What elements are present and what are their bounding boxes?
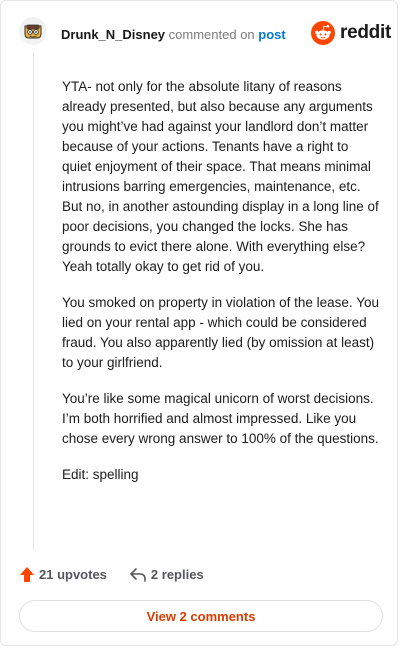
upvote-count: 21 upvotes <box>39 567 107 582</box>
replies-count: 2 replies <box>150 567 204 582</box>
reply-arrow-icon <box>129 567 147 583</box>
reddit-logo[interactable] <box>311 21 391 45</box>
comment-body <box>62 77 380 501</box>
replies-button[interactable] <box>129 567 204 583</box>
upvote-arrow-icon <box>19 566 35 583</box>
upvote-button[interactable] <box>19 566 107 583</box>
thread-line[interactable] <box>33 53 34 550</box>
comment-paragraph: Edit: spelling <box>62 467 139 482</box>
comment-actions <box>19 566 204 583</box>
comment-paragraph: You smoked on property in violation of the lease. You lied on your rental app - which could be considered fraud. You also apparently lied (by omission at least) to your girlfriend. <box>62 295 379 370</box>
comment-header <box>61 27 286 43</box>
reddit-alien-icon <box>311 21 335 45</box>
username-link[interactable]: Drunk_N_Disney <box>61 27 166 42</box>
view-comments-button[interactable]: View 2 comments <box>19 600 383 632</box>
comment-paragraph: You’re like some magical unicorn of worst decisions. I’m both horrified and almost impressed. Like you chose every wrong answer to 100% of the questions. <box>62 391 379 446</box>
comment-paragraph: YTA- not only for the absolute litany of reasons already presented, but also because any arguments you might’ve had against your landlord don’t matter because of your actions. Tenants have a right to quiet enjoyment of their space. That means minimal intrusions barring emergencies, maintenance, etc. But no, in another astounding display in a long line of poor decisions, you changed the locks. She has grounds to evict there alone. With everything else? Yeah totally okay to get rid of you. <box>62 79 379 274</box>
user-avatar[interactable] <box>19 17 47 45</box>
commented-on-text: commented on <box>168 27 255 42</box>
post-link[interactable]: post <box>258 27 286 42</box>
reddit-wordmark: reddit <box>340 22 391 43</box>
